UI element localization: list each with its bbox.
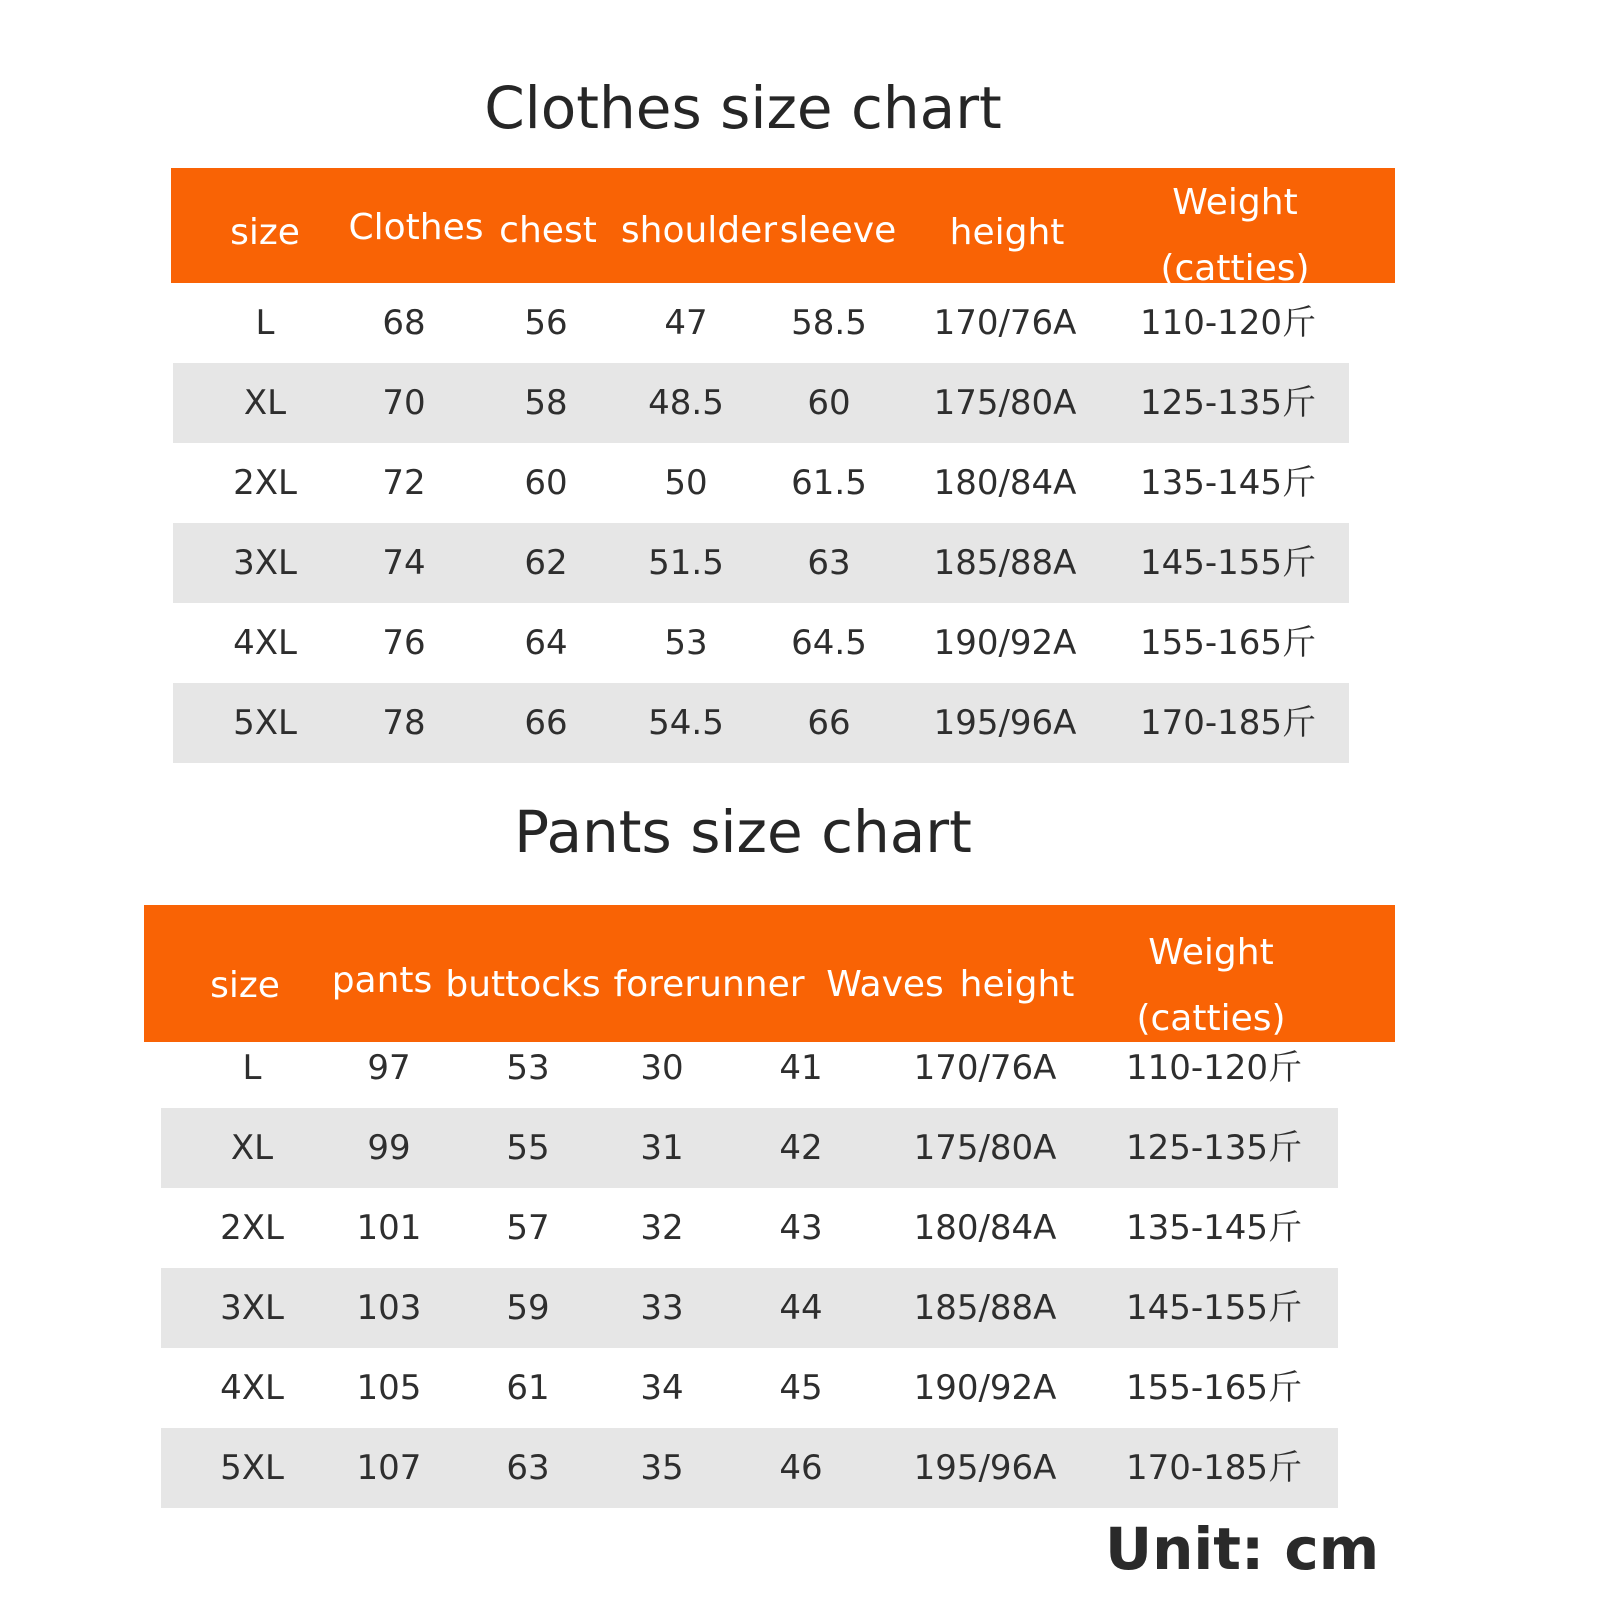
clothes-table-row bbox=[173, 523, 1349, 603]
pants-cell-buttocks: 63 bbox=[506, 1448, 550, 1488]
pants-header-forerunner bbox=[613, 964, 805, 1005]
clothes-cell-height: 185/88A bbox=[933, 543, 1077, 583]
clothes-cell-sleeve: 64.5 bbox=[791, 623, 867, 663]
pants-table-row bbox=[161, 1108, 1338, 1188]
pants-cell-forerunner: 31 bbox=[640, 1128, 684, 1168]
clothes-cell-shoulder: 54.5 bbox=[648, 703, 724, 743]
pants-cell-size: L bbox=[242, 1048, 262, 1088]
pants-cell-buttocks: 59 bbox=[506, 1288, 550, 1328]
clothes-header-chest bbox=[499, 210, 597, 251]
clothes-header-sleeve-label: sleeve bbox=[779, 210, 897, 251]
pants-cell-pants: 105 bbox=[356, 1368, 422, 1408]
pants-cell-buttocks: 61 bbox=[506, 1368, 550, 1408]
pants-header-height-label: height bbox=[959, 964, 1075, 1005]
pants-table-row bbox=[161, 1268, 1338, 1348]
pants-header-weight-label: Weight bbox=[1148, 932, 1274, 973]
pants-table-row bbox=[161, 1428, 1338, 1508]
clothes-cell-weight: 110-120斤 bbox=[1139, 303, 1317, 343]
clothes-header-weight-sublabel: (catties) bbox=[1160, 248, 1310, 289]
pants-cell-weight: 170-185斤 bbox=[1125, 1448, 1303, 1488]
pants-size-chart-title: Pants size chart bbox=[514, 798, 972, 866]
pants-cell-buttocks: 55 bbox=[506, 1128, 550, 1168]
pants-cell-forerunner: 30 bbox=[640, 1048, 684, 1088]
pants-cell-height: 185/88A bbox=[913, 1288, 1057, 1328]
clothes-cell-chest: 64 bbox=[524, 623, 568, 663]
pants-cell-size: 2XL bbox=[220, 1208, 284, 1248]
clothes-table-row bbox=[173, 363, 1349, 443]
pants-table-row bbox=[161, 1348, 1338, 1428]
clothes-cell-weight: 125-135斤 bbox=[1139, 383, 1317, 423]
pants-cell-forerunner: 35 bbox=[640, 1448, 684, 1488]
pants-table-row bbox=[161, 1028, 1338, 1108]
pants-cell-weight: 110-120斤 bbox=[1125, 1048, 1303, 1088]
clothes-cell-weight: 135-145斤 bbox=[1139, 463, 1317, 503]
clothes-cell-size: L bbox=[255, 303, 275, 343]
pants-header-forerunner-label: forerunner bbox=[613, 964, 805, 1005]
pants-cell-pants: 97 bbox=[367, 1048, 411, 1088]
pants-cell-pants: 103 bbox=[356, 1288, 422, 1328]
pants-cell-height: 175/80A bbox=[913, 1128, 1057, 1168]
pants-cell-size: 3XL bbox=[220, 1288, 284, 1328]
pants-header-waves-label: Waves bbox=[826, 964, 944, 1005]
clothes-cell-clothes: 68 bbox=[382, 303, 426, 343]
clothes-header-clothes-label: Clothes bbox=[348, 207, 484, 248]
clothes-cell-sleeve: 66 bbox=[807, 703, 851, 743]
pants-cell-buttocks: 53 bbox=[506, 1048, 550, 1088]
pants-cell-waves: 42 bbox=[779, 1128, 823, 1168]
clothes-cell-chest: 58 bbox=[524, 383, 568, 423]
pants-cell-size: XL bbox=[230, 1128, 274, 1168]
clothes-header-clothes bbox=[348, 207, 484, 248]
clothes-cell-clothes: 76 bbox=[382, 623, 426, 663]
clothes-header-sleeve bbox=[779, 210, 897, 251]
pants-header-height bbox=[959, 964, 1075, 1005]
pants-cell-forerunner: 33 bbox=[640, 1288, 684, 1328]
clothes-cell-sleeve: 60 bbox=[807, 383, 851, 423]
clothes-header-size bbox=[230, 212, 300, 253]
pants-cell-pants: 107 bbox=[356, 1448, 422, 1488]
clothes-cell-clothes: 74 bbox=[382, 543, 426, 583]
clothes-cell-size: 2XL bbox=[233, 463, 297, 503]
pants-cell-pants: 99 bbox=[367, 1128, 411, 1168]
clothes-cell-shoulder: 50 bbox=[664, 463, 708, 503]
clothes-header-weight-label: Weight bbox=[1172, 182, 1298, 223]
pants-cell-weight: 125-135斤 bbox=[1125, 1128, 1303, 1168]
pants-header-waves bbox=[826, 964, 944, 1005]
clothes-cell-height: 190/92A bbox=[933, 623, 1077, 663]
pants-cell-weight: 135-145斤 bbox=[1125, 1208, 1303, 1248]
pants-cell-forerunner: 32 bbox=[640, 1208, 684, 1248]
clothes-cell-shoulder: 47 bbox=[664, 303, 708, 343]
pants-header-size bbox=[210, 965, 280, 1006]
clothes-table-row bbox=[173, 603, 1349, 683]
pants-header-pants bbox=[331, 960, 433, 1001]
clothes-cell-clothes: 70 bbox=[382, 383, 426, 423]
pants-cell-buttocks: 57 bbox=[506, 1208, 550, 1248]
clothes-header-height-label: height bbox=[949, 212, 1065, 253]
pants-cell-height: 170/76A bbox=[913, 1048, 1057, 1088]
clothes-cell-size: 4XL bbox=[233, 623, 297, 663]
pants-cell-height: 180/84A bbox=[913, 1208, 1057, 1248]
clothes-cell-weight: 155-165斤 bbox=[1139, 623, 1317, 663]
pants-cell-height: 195/96A bbox=[913, 1448, 1057, 1488]
clothes-header-chest-label: chest bbox=[499, 210, 597, 251]
clothes-cell-weight: 145-155斤 bbox=[1139, 543, 1317, 583]
clothes-cell-height: 180/84A bbox=[933, 463, 1077, 503]
clothes-cell-chest: 56 bbox=[524, 303, 568, 343]
clothes-size-chart-title: Clothes size chart bbox=[484, 74, 1002, 142]
pants-header-weight-sublabel: (catties) bbox=[1136, 998, 1286, 1039]
clothes-cell-height: 195/96A bbox=[933, 703, 1077, 743]
pants-cell-weight: 145-155斤 bbox=[1125, 1288, 1303, 1328]
clothes-cell-shoulder: 48.5 bbox=[648, 383, 724, 423]
pants-header-size-label: size bbox=[210, 965, 280, 1006]
clothes-cell-chest: 66 bbox=[524, 703, 568, 743]
clothes-header-height bbox=[949, 212, 1065, 253]
pants-table-header bbox=[144, 905, 1395, 1042]
clothes-table-row bbox=[173, 683, 1349, 763]
clothes-header-shoulder bbox=[620, 210, 778, 251]
unit-label: Unit: cm bbox=[1105, 1515, 1380, 1583]
pants-cell-size: 5XL bbox=[220, 1448, 284, 1488]
clothes-cell-height: 170/76A bbox=[933, 303, 1077, 343]
clothes-cell-size: 5XL bbox=[233, 703, 297, 743]
clothes-cell-chest: 62 bbox=[524, 543, 568, 583]
clothes-cell-clothes: 78 bbox=[382, 703, 426, 743]
clothes-header-shoulder-label: shoulder bbox=[620, 210, 778, 251]
pants-header-buttocks-label: buttocks bbox=[445, 964, 601, 1005]
clothes-cell-height: 175/80A bbox=[933, 383, 1077, 423]
clothes-cell-sleeve: 58.5 bbox=[791, 303, 867, 343]
pants-table-row bbox=[161, 1188, 1338, 1268]
clothes-header-size-label: size bbox=[230, 212, 300, 253]
pants-cell-waves: 41 bbox=[779, 1048, 823, 1088]
clothes-cell-sleeve: 61.5 bbox=[791, 463, 867, 503]
pants-cell-pants: 101 bbox=[356, 1208, 422, 1248]
clothes-cell-chest: 60 bbox=[524, 463, 568, 503]
clothes-cell-shoulder: 53 bbox=[664, 623, 708, 663]
clothes-cell-shoulder: 51.5 bbox=[648, 543, 724, 583]
clothes-cell-sleeve: 63 bbox=[807, 543, 851, 583]
clothes-cell-size: 3XL bbox=[233, 543, 297, 583]
clothes-table-row bbox=[173, 283, 1349, 363]
clothes-cell-weight: 170-185斤 bbox=[1139, 703, 1317, 743]
pants-cell-size: 4XL bbox=[220, 1368, 284, 1408]
pants-cell-weight: 155-165斤 bbox=[1125, 1368, 1303, 1408]
pants-cell-waves: 46 bbox=[779, 1448, 823, 1488]
clothes-cell-clothes: 72 bbox=[382, 463, 426, 503]
pants-cell-forerunner: 34 bbox=[640, 1368, 684, 1408]
pants-cell-waves: 44 bbox=[779, 1288, 823, 1328]
clothes-table-header bbox=[171, 168, 1395, 289]
pants-header-pants-label: pants bbox=[331, 960, 433, 1001]
clothes-table-row bbox=[173, 443, 1349, 523]
clothes-cell-size: XL bbox=[243, 383, 287, 423]
pants-cell-waves: 43 bbox=[779, 1208, 823, 1248]
pants-cell-height: 190/92A bbox=[913, 1368, 1057, 1408]
pants-cell-waves: 45 bbox=[779, 1368, 823, 1408]
pants-header-buttocks bbox=[445, 964, 601, 1005]
